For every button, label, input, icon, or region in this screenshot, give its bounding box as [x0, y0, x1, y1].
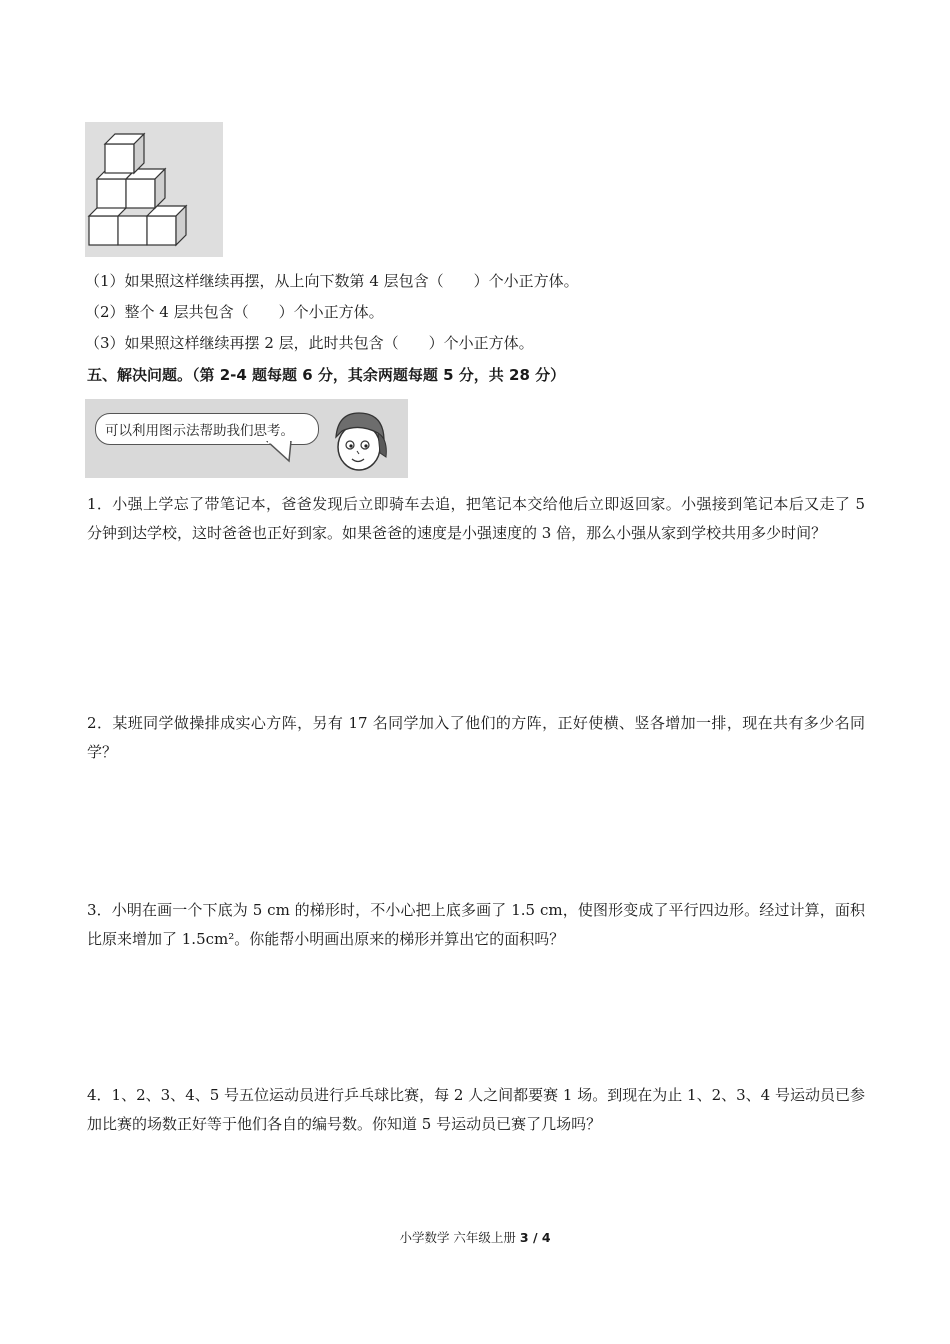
problem-4: 4．1、2、3、4、5 号五位运动员进行乒乓球比赛，每 2 人之间都要赛 1 场。到现在为止 1、2、3、4 号运动员已参加比赛的场数正好等于他们各自的编号数。你知道 5 号运动员已赛了几场吗？: [87, 1086, 865, 1133]
boy-cartoon-icon: [328, 403, 390, 475]
page-footer: [0, 1228, 950, 1246]
stacked-cubes-icon: [85, 122, 223, 257]
problem-3: 3．小明在画一个下底为 5 cm 的梯形时，不小心把上底多画了 1.5 cm，使图形变成了平行四边形。经过计算，面积比原来增加了 1.5cm²。你能帮小明画出原来的梯形并算出它的面积吗？: [87, 901, 865, 948]
cube-stack-figure: [85, 122, 223, 257]
footer-text: 小学数学 六年级上册: [399, 1230, 520, 1245]
sub-question-1: （1）如果照这样继续再摆，从上向下数第 4 层包含（ ）个小正方体。: [85, 272, 579, 290]
problem-1: 1．小强上学忘了带笔记本，爸爸发现后立即骑车去追，把笔记本交给他后立即返回家。小强接到笔记本后又走了 5 分钟到达学校，这时爸爸也正好到家。如果爸爸的速度是小强速度的 3 倍，那么小强从家到学校共用多少时间？: [87, 495, 865, 542]
hint-banner: [85, 399, 408, 478]
section-heading: 五、解决问题。（第 2-4 题每题 6 分，其余两题每题 5 分，共 28 分）: [87, 366, 566, 384]
hint-text: 可以利用图示法帮助我们思考。: [105, 423, 294, 439]
problem-2: 2．某班同学做操排成实心方阵，另有 17 名同学加入了他们的方阵，正好使横、竖各增加一排，现在共有多少名同学？: [87, 714, 865, 761]
page-number: 3 / 4: [519, 1230, 551, 1245]
sub-question-2: （2）整个 4 层共包含（ ）个小正方体。: [85, 303, 384, 321]
speech-bubble-tail-icon: [265, 441, 295, 463]
sub-question-3: （3）如果照这样继续再摆 2 层，此时共包含（ ）个小正方体。: [85, 334, 534, 352]
